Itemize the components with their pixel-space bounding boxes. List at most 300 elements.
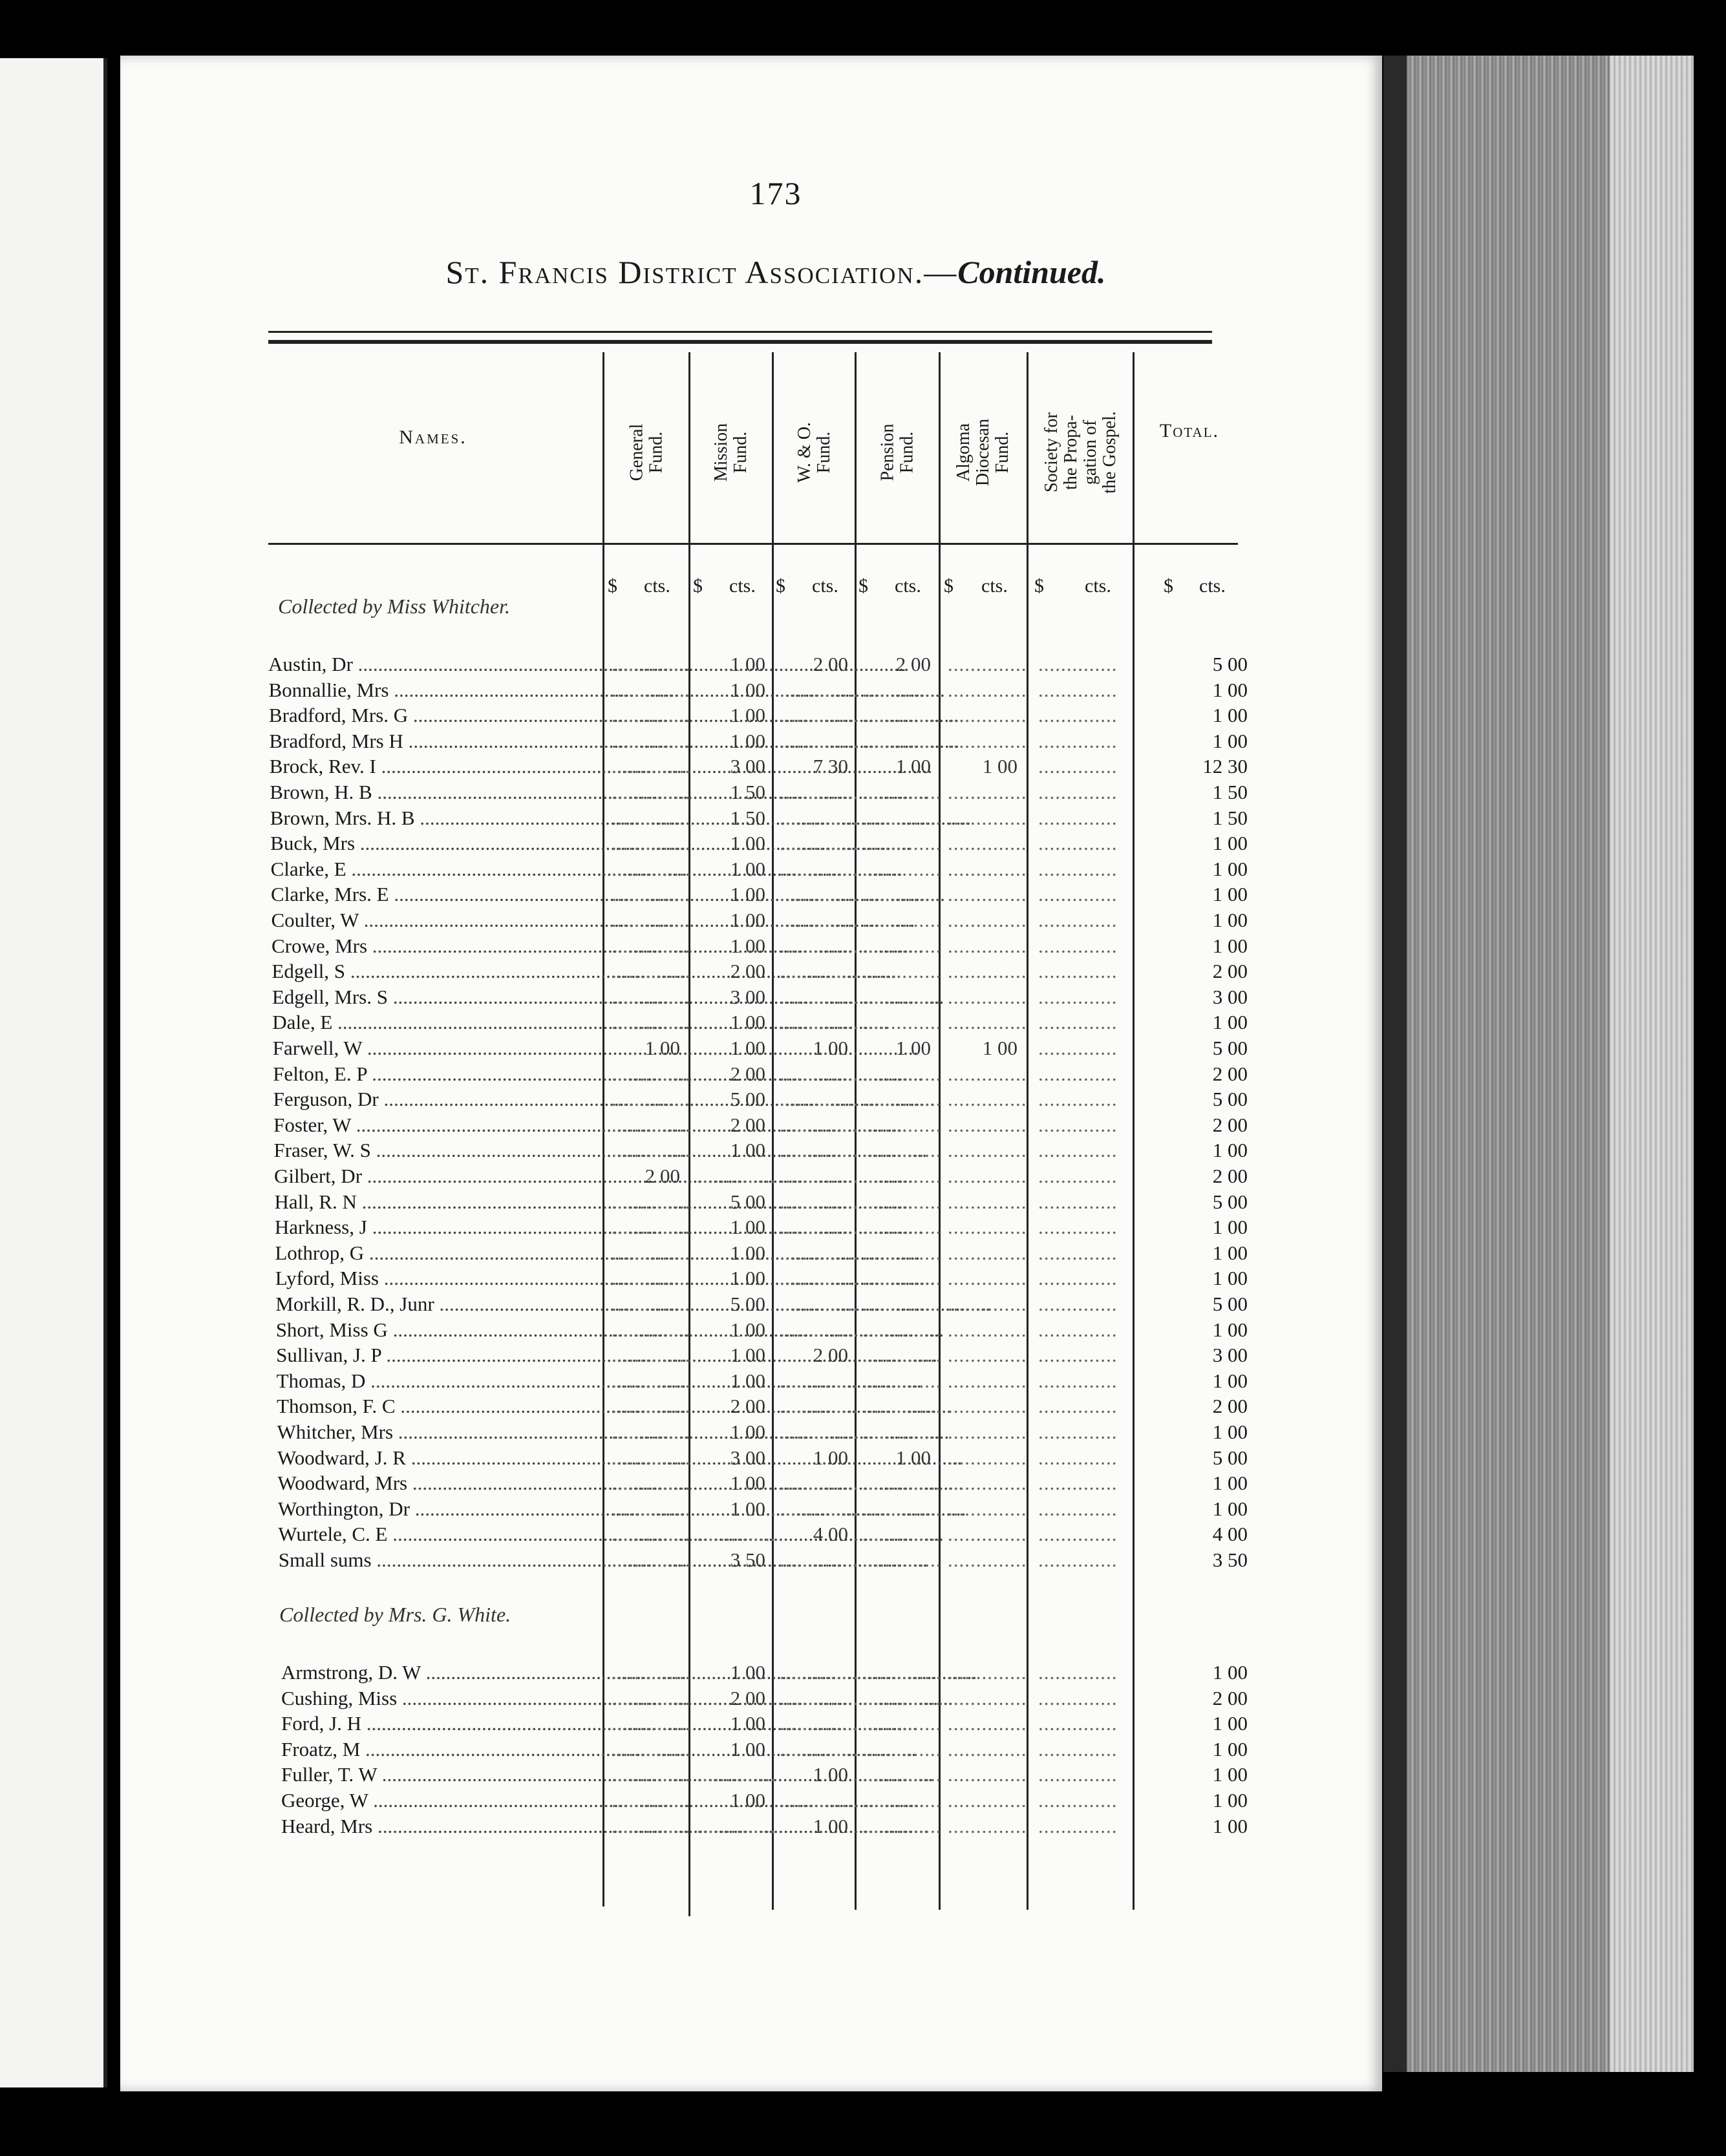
row-total: 1 00: [1212, 1661, 1248, 1684]
empty-fund-cell: ..............: [948, 1293, 1027, 1315]
empty-fund-cell: ..............: [947, 1241, 1027, 1264]
empty-fund-cell: ..............: [611, 985, 691, 1008]
row-total: 1 00: [1212, 1763, 1248, 1786]
empty-fund-cell: ..............: [612, 1814, 691, 1837]
empty-fund-cell: ..............: [612, 1293, 691, 1315]
header-general-fund-cell: [604, 359, 688, 546]
table-row: [272, 935, 1280, 960]
empty-fund-cell: ..............: [947, 1216, 1027, 1239]
empty-fund-cell: ..............: [612, 1712, 691, 1735]
fund-amount: 2 00: [730, 1062, 765, 1085]
header-spg-cell: [1028, 359, 1133, 546]
empty-fund-cell: ..............: [947, 1062, 1027, 1085]
row-total: 12 30: [1202, 755, 1248, 778]
table-row: [276, 1318, 1284, 1344]
empty-fund-cell: ..............: [611, 1216, 691, 1239]
row-total: 5 00: [1212, 1088, 1248, 1111]
empty-fund-cell: ..............: [779, 729, 859, 752]
contributor-name: George, W .....: [281, 1789, 616, 1812]
table-row: [269, 730, 1277, 756]
table-row: [278, 1523, 1286, 1548]
fund-amount: 1 00: [730, 1497, 765, 1520]
total-column-header: Total.: [1159, 420, 1220, 441]
contributor-name: Felton, E. P .....: [273, 1062, 608, 1086]
unit-dollar-label: $: [608, 575, 617, 597]
row-total: 1 00: [1212, 1369, 1248, 1392]
empty-fund-cell: ..............: [947, 1267, 1027, 1290]
empty-fund-cell: ..............: [612, 1763, 691, 1786]
empty-fund-cell: ..............: [948, 1548, 1027, 1571]
fund-amount: 7 30: [813, 755, 848, 778]
page-number: 173: [749, 175, 802, 211]
empty-fund-cell: ..............: [779, 1497, 859, 1520]
fund-amount: 1 00: [730, 1661, 765, 1684]
contributor-name: Woodward, J. R .....: [277, 1446, 612, 1470]
table-row: [273, 1088, 1282, 1114]
empty-fund-cell: ..............: [779, 1472, 859, 1495]
empty-fund-cell: ..............: [779, 985, 859, 1008]
contributor-name: Thomas, D .....: [277, 1369, 612, 1393]
empty-fund-cell: ..............: [779, 1241, 859, 1264]
empty-fund-cell: ..............: [611, 857, 691, 880]
empty-fund-cell: ..............: [780, 1421, 859, 1443]
unit-dollar-label: $: [693, 575, 703, 597]
fund-amount: 1 00: [813, 1814, 848, 1837]
table-row: [281, 1712, 1290, 1738]
empty-fund-cell: ..............: [1038, 1523, 1118, 1546]
empty-fund-cell: ..............: [948, 1661, 1027, 1684]
title-main: St. Francis District Association.—: [445, 254, 958, 290]
fund-amount: 1 00: [813, 1763, 848, 1786]
empty-fund-cell: ..............: [780, 1686, 859, 1709]
row-total: 1 00: [1212, 1497, 1248, 1520]
contributor-name: Cushing, Miss .....: [281, 1687, 616, 1710]
book-page-edges: [1383, 56, 1694, 2072]
empty-fund-cell: ..............: [779, 857, 859, 880]
row-total: 1 00: [1212, 1789, 1248, 1812]
empty-fund-cell: ..............: [947, 1369, 1027, 1392]
unit-dollar-label: $: [858, 575, 868, 597]
contributor-name: Fuller, T. W .....: [281, 1763, 616, 1786]
fund-amount: 2 00: [645, 1165, 680, 1187]
contributor-name: Short, Miss G .....: [276, 1318, 611, 1342]
fund-amount: 1 00: [730, 1011, 765, 1034]
contributor-name: Crowe, Mrs .....: [272, 935, 606, 958]
empty-fund-cell: ..............: [862, 1293, 942, 1315]
empty-fund-cell: ..............: [1038, 781, 1118, 803]
table-row: [270, 807, 1279, 832]
empty-fund-cell: ..............: [862, 832, 942, 855]
table-row: [268, 653, 1277, 679]
empty-fund-cell: ..............: [948, 1763, 1027, 1786]
empty-fund-cell: ..............: [862, 1113, 942, 1136]
empty-fund-cell: ..............: [611, 806, 691, 829]
empty-fund-cell: ..............: [1038, 1446, 1118, 1469]
empty-fund-cell: ..............: [947, 1472, 1027, 1495]
fund-amount: 1 00: [730, 678, 765, 701]
empty-fund-cell: ..............: [862, 883, 942, 906]
fund-amount: 2 00: [895, 653, 931, 675]
empty-fund-cell: ..............: [1038, 909, 1118, 931]
fund-amount: 2 00: [730, 960, 765, 983]
unit-cents-label: cts.: [1199, 575, 1226, 597]
table-row: [274, 1190, 1283, 1216]
empty-fund-cell: ..............: [1038, 1548, 1118, 1571]
row-total: 1 00: [1212, 704, 1248, 727]
empty-fund-cell: ..............: [612, 653, 691, 675]
row-total: 1 50: [1212, 806, 1248, 829]
table-row: [277, 1421, 1286, 1446]
empty-fund-cell: ..............: [948, 1712, 1027, 1735]
table-row: [275, 1293, 1284, 1318]
fund-amount: 1 00: [730, 1421, 765, 1443]
fund-amount: 1 00: [730, 1369, 765, 1392]
empty-fund-cell: ..............: [780, 1737, 859, 1760]
empty-fund-cell: ..............: [779, 960, 859, 983]
empty-fund-cell: ..............: [779, 1216, 859, 1239]
header-algoma-fund-cell: [941, 359, 1027, 546]
empty-fund-cell: ..............: [947, 1318, 1027, 1341]
fund-amount: 1 00: [730, 1318, 765, 1341]
fund-amount: 1 00: [813, 1037, 848, 1059]
row-total: 1 00: [1212, 1216, 1248, 1239]
fund-amount: 1 00: [895, 1446, 931, 1469]
empty-fund-cell: ..............: [611, 1139, 691, 1162]
empty-fund-cell: ..............: [779, 1267, 859, 1290]
fund-amount: 1 00: [730, 653, 765, 675]
empty-fund-cell: ..............: [862, 1190, 942, 1213]
row-total: 2 00: [1212, 1165, 1248, 1187]
contributor-name: Farwell, W .....: [273, 1037, 608, 1060]
table-row: [271, 858, 1279, 883]
empty-fund-cell: ..............: [1038, 1267, 1118, 1290]
row-total: 2 00: [1212, 1062, 1248, 1085]
empty-fund-cell: ..............: [611, 934, 691, 957]
fund-amount: 2 00: [813, 1344, 848, 1367]
row-total: 1 00: [1212, 1814, 1248, 1837]
empty-fund-cell: ..............: [779, 678, 859, 701]
empty-fund-cell: ..............: [780, 1712, 859, 1735]
fund-amount: 5 00: [730, 1293, 765, 1315]
contributor-name: Froatz, M .....: [281, 1738, 616, 1761]
fund-amount: 1 00: [730, 1216, 765, 1239]
empty-fund-cell: ..............: [696, 1523, 776, 1546]
fund-amount: 4 00: [813, 1523, 848, 1546]
empty-fund-cell: ..............: [947, 832, 1027, 855]
row-total: 4 00: [1212, 1523, 1248, 1546]
fund-amount: 3 50: [730, 1548, 765, 1571]
empty-fund-cell: ..............: [611, 1267, 691, 1290]
header-pension-fund: Pension Fund.: [877, 423, 917, 481]
empty-fund-cell: ..............: [1038, 1737, 1118, 1760]
fund-amount: 5 00: [730, 1088, 765, 1111]
empty-fund-cell: ..............: [780, 781, 859, 803]
table-row: [275, 1242, 1283, 1267]
empty-fund-cell: ..............: [611, 1113, 691, 1136]
empty-fund-cell: ..............: [947, 1344, 1027, 1367]
table-row: [270, 832, 1279, 858]
empty-fund-cell: ..............: [1038, 1472, 1118, 1495]
empty-fund-cell: ..............: [611, 1497, 691, 1520]
empty-fund-cell: ..............: [612, 1686, 691, 1709]
table-row: [277, 1369, 1285, 1395]
fund-amount: 1 00: [730, 832, 765, 855]
empty-fund-cell: ..............: [862, 857, 942, 880]
row-total: 1 00: [1212, 1472, 1248, 1495]
header-mission-fund-cell: [690, 359, 772, 546]
contributor-name: Lyford, Miss .....: [275, 1267, 610, 1290]
contributor-name: Clarke, E .....: [271, 858, 606, 881]
row-total: 2 00: [1212, 1113, 1248, 1136]
fund-amount: 2 00: [813, 653, 848, 675]
row-total: 5 00: [1212, 653, 1248, 675]
fund-amount: 2 00: [730, 1686, 765, 1709]
fund-amount: 1 00: [730, 1344, 765, 1367]
contributor-name: Woodward, Mrs .....: [277, 1472, 612, 1495]
table-row: [277, 1472, 1286, 1497]
top-rule-thick: [268, 340, 1212, 344]
empty-fund-cell: ..............: [1038, 985, 1118, 1008]
empty-fund-cell: ..............: [779, 1113, 859, 1136]
table-row: [272, 909, 1280, 935]
fund-amount: 1 00: [645, 1037, 680, 1059]
table-row: [277, 1395, 1285, 1421]
title-continued: Continued.: [957, 254, 1106, 290]
empty-fund-cell: ..............: [862, 1395, 942, 1418]
empty-fund-cell: ..............: [1038, 1113, 1118, 1136]
empty-fund-cell: ..............: [947, 1011, 1027, 1034]
row-total: 1 00: [1212, 1241, 1248, 1264]
fund-amount: 5 00: [730, 1190, 765, 1213]
contributor-name: Sullivan, J. P .....: [276, 1344, 611, 1367]
empty-fund-cell: ..............: [947, 1523, 1027, 1546]
table-row: [269, 704, 1277, 730]
empty-fund-cell: ..............: [862, 1737, 942, 1760]
empty-fund-cell: ..............: [1038, 1011, 1118, 1034]
empty-fund-cell: ..............: [697, 1763, 776, 1786]
empty-fund-cell: ..............: [1038, 806, 1118, 829]
empty-fund-cell: ..............: [780, 909, 859, 931]
table-row: [274, 1165, 1283, 1190]
table-row: [281, 1738, 1290, 1764]
contributor-name: Brown, Mrs. H. B .....: [270, 807, 605, 830]
row-total: 1 00: [1212, 832, 1248, 855]
row-total: 2 00: [1212, 960, 1248, 983]
unit-cents-label: cts.: [981, 575, 1008, 597]
empty-fund-cell: ..............: [947, 857, 1027, 880]
contributor-name: Worthington, Dr .....: [278, 1497, 613, 1521]
empty-fund-cell: ..............: [947, 1113, 1027, 1136]
empty-fund-cell: ..............: [862, 985, 942, 1008]
empty-fund-cell: ..............: [1038, 1139, 1118, 1162]
table-row: [270, 755, 1278, 781]
header-wo-fund-cell: [774, 359, 855, 546]
table-row: [275, 1267, 1284, 1293]
row-total: 2 00: [1212, 1395, 1248, 1418]
fund-amount: 3 00: [730, 1446, 765, 1469]
empty-fund-cell: ..............: [862, 960, 942, 983]
empty-fund-cell: ..............: [1038, 1497, 1118, 1520]
contributor-name: Fraser, W. S .....: [274, 1139, 609, 1162]
empty-fund-cell: ..............: [947, 678, 1027, 701]
empty-fund-cell: ..............: [862, 1497, 942, 1520]
empty-fund-cell: ..............: [948, 653, 1027, 675]
empty-fund-cell: ..............: [780, 1661, 859, 1684]
empty-fund-cell: ..............: [611, 1011, 691, 1034]
empty-fund-cell: ..............: [1038, 1661, 1118, 1684]
contributor-name: Buck, Mrs .....: [270, 832, 605, 855]
table-row: [281, 1763, 1290, 1789]
empty-fund-cell: ..............: [947, 1088, 1027, 1111]
empty-fund-cell: ..............: [862, 1548, 942, 1571]
row-total: 1 00: [1212, 1737, 1248, 1760]
table-row: [268, 679, 1277, 704]
row-total: 1 00: [1212, 1318, 1248, 1341]
empty-fund-cell: ..............: [612, 1789, 691, 1812]
empty-fund-cell: ..............: [612, 909, 691, 931]
header-pension-fund-cell: [857, 359, 939, 546]
fund-amount: 1 00: [813, 1446, 848, 1469]
empty-fund-cell: ..............: [779, 806, 859, 829]
empty-fund-cell: ..............: [948, 1814, 1027, 1837]
page-title: [0, 253, 1551, 291]
empty-fund-cell: ..............: [1038, 653, 1118, 675]
contributor-name: Whitcher, Mrs .....: [277, 1421, 612, 1444]
empty-fund-cell: ..............: [780, 1165, 859, 1187]
empty-fund-cell: ..............: [947, 729, 1027, 752]
empty-fund-cell: ..............: [779, 1395, 859, 1418]
contributor-name: Lothrop, G .....: [275, 1242, 610, 1265]
fund-amount: 2 00: [730, 1395, 765, 1418]
row-total: 1 50: [1212, 781, 1248, 803]
empty-fund-cell: ..............: [697, 1814, 776, 1837]
empty-fund-cell: ..............: [862, 1686, 942, 1709]
contributor-name: Wurtele, C. E .....: [278, 1523, 613, 1546]
empty-fund-cell: ..............: [948, 1789, 1027, 1812]
table-row: [279, 1548, 1287, 1574]
fund-amount: 1 00: [730, 1472, 765, 1495]
row-total: 5 00: [1212, 1293, 1248, 1315]
empty-fund-cell: ..............: [779, 832, 859, 855]
contributor-name: Harkness, J .....: [275, 1216, 610, 1239]
unit-dollar-label: $: [776, 575, 785, 597]
empty-fund-cell: ..............: [611, 1088, 691, 1111]
empty-fund-cell: ..............: [862, 1216, 942, 1239]
table-row: [272, 986, 1281, 1011]
empty-fund-cell: ..............: [1038, 934, 1118, 957]
row-total: 1 00: [1212, 909, 1248, 931]
empty-fund-cell: ..............: [947, 960, 1027, 983]
empty-fund-cell: ..............: [1038, 883, 1118, 906]
table-row: [274, 1139, 1283, 1165]
empty-fund-cell: ..............: [947, 806, 1027, 829]
table-row: [273, 1114, 1282, 1139]
empty-fund-cell: ..............: [779, 1139, 859, 1162]
row-total: 1 00: [1212, 1139, 1248, 1162]
fund-amount: 1 50: [730, 806, 765, 829]
header-general-fund: General Fund.: [626, 423, 666, 481]
empty-fund-cell: ..............: [862, 1139, 942, 1162]
empty-fund-cell: ..............: [780, 1789, 859, 1812]
empty-fund-cell: ..............: [947, 883, 1027, 906]
empty-fund-cell: ..............: [779, 934, 859, 957]
empty-fund-cell: ..............: [1038, 1088, 1118, 1111]
unit-cents-label: cts.: [729, 575, 756, 597]
unit-cents-label: cts.: [812, 575, 838, 597]
contributor-name: Small sums .....: [279, 1548, 613, 1572]
contributor-name: Brock, Rev. I .....: [270, 755, 604, 778]
empty-fund-cell: ..............: [862, 678, 942, 701]
table-row: [281, 1661, 1290, 1687]
empty-fund-cell: ..............: [612, 1737, 691, 1760]
empty-fund-cell: ..............: [611, 1395, 691, 1418]
table-row: [273, 1037, 1281, 1062]
table-row: [276, 1344, 1284, 1369]
contributor-name: Foster, W .....: [273, 1114, 608, 1137]
contributor-name: Morkill, R. D., Junr .....: [275, 1293, 610, 1316]
unit-dollar-label: $: [1164, 575, 1173, 597]
empty-fund-cell: ..............: [1038, 1763, 1118, 1786]
empty-fund-cell: ..............: [780, 1293, 859, 1315]
empty-fund-cell: ..............: [862, 909, 942, 931]
empty-fund-cell: ..............: [862, 729, 942, 752]
empty-fund-cell: ..............: [948, 1686, 1027, 1709]
empty-fund-cell: ..............: [1038, 1318, 1118, 1341]
fund-amount: 1 00: [730, 1789, 765, 1812]
empty-fund-cell: ..............: [862, 1789, 942, 1812]
empty-fund-cell: ..............: [779, 1190, 859, 1213]
empty-fund-cell: ..............: [1038, 704, 1118, 727]
empty-fund-cell: ..............: [948, 1737, 1027, 1760]
empty-fund-cell: ..............: [611, 1472, 691, 1495]
empty-fund-cell: ..............: [611, 832, 691, 855]
fund-amount: 1 00: [730, 909, 765, 931]
empty-fund-cell: ..............: [611, 729, 691, 752]
row-total: 1 00: [1212, 1267, 1248, 1290]
names-column-header: Names.: [399, 427, 467, 448]
empty-fund-cell: ..............: [697, 1165, 776, 1187]
empty-fund-cell: ..............: [1038, 1190, 1118, 1213]
empty-fund-cell: ..............: [862, 1318, 942, 1341]
empty-fund-cell: ..............: [779, 1088, 859, 1111]
empty-fund-cell: ..............: [862, 1165, 942, 1187]
empty-fund-cell: ..............: [947, 1190, 1027, 1213]
empty-fund-cell: ..............: [1038, 1216, 1118, 1239]
row-total: 1 00: [1212, 1421, 1248, 1443]
fund-amount: 1 00: [730, 1267, 765, 1290]
unit-dollar-label: $: [1034, 575, 1044, 597]
table-row: [272, 960, 1280, 986]
unit-dollar-label: $: [944, 575, 954, 597]
contributor-name: Ford, J. H .....: [281, 1712, 616, 1735]
empty-fund-cell: ..............: [1038, 729, 1118, 752]
empty-fund-cell: ..............: [779, 883, 859, 906]
empty-fund-cell: ..............: [1038, 1814, 1118, 1837]
empty-fund-cell: ..............: [862, 1763, 942, 1786]
fund-amount: 1 00: [730, 1737, 765, 1760]
unit-cents-label: cts.: [644, 575, 670, 597]
empty-fund-cell: ..............: [862, 781, 942, 803]
row-total: 1 00: [1212, 883, 1248, 906]
header-algoma-fund: Algoma Diocesan Fund.: [954, 418, 1013, 487]
table-row: [270, 781, 1278, 807]
empty-fund-cell: ..............: [1038, 1037, 1118, 1059]
empty-fund-cell: ..............: [947, 1497, 1027, 1520]
empty-fund-cell: ..............: [611, 678, 691, 701]
empty-fund-cell: ..............: [612, 1548, 691, 1571]
row-total: 1 00: [1212, 678, 1248, 701]
contributor-name: Bradford, Mrs. G .....: [269, 704, 604, 727]
